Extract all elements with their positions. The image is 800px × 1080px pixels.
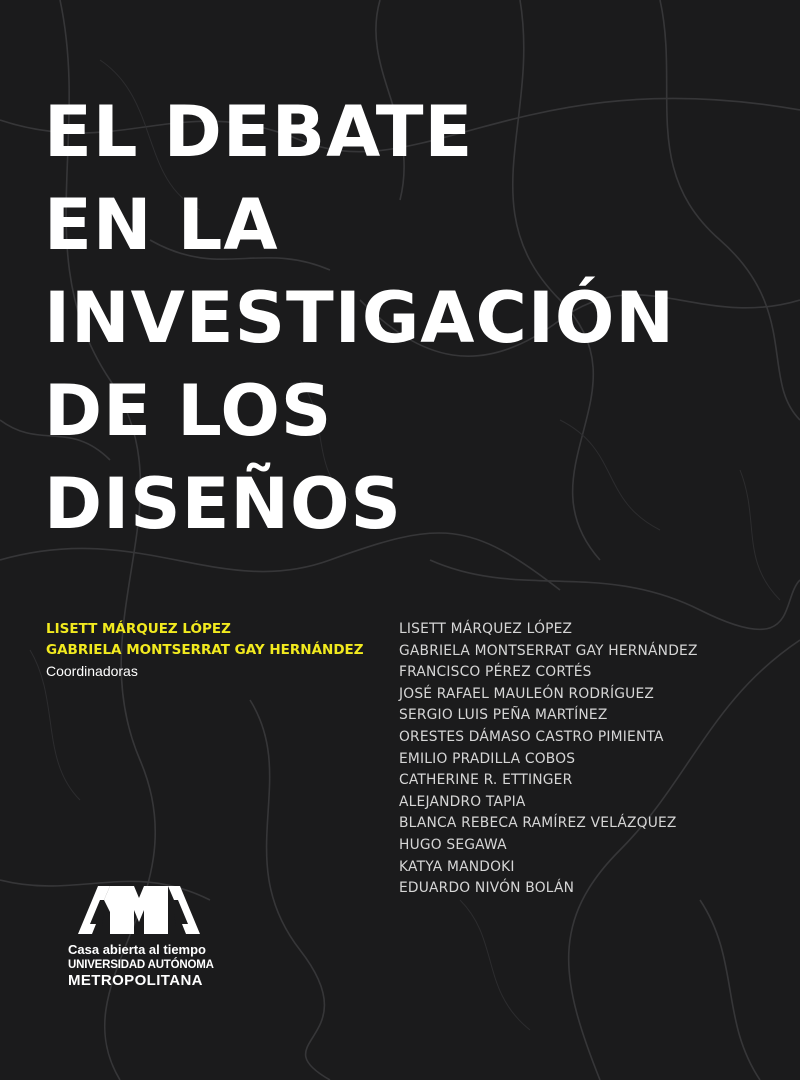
coordinator-name: GABRIELA MONTSERRAT GAY HERNÁNDEZ [46,642,364,658]
title-line: EL DEBATE [44,91,474,173]
title-line: DISEÑOS [44,463,402,545]
coordinators-role: Coordinadoras [46,663,138,679]
publisher-name-line: METROPOLITANA [68,972,203,989]
author-name: ALEJANDRO TAPIA [399,793,526,810]
author-name: JOSÉ RAFAEL MAULEÓN RODRÍGUEZ [399,685,655,702]
book-title [44,86,675,551]
author-name: ORESTES DÁMASO CASTRO PIMIENTA [399,728,664,745]
coordinator-name: LISETT MÁRQUEZ LÓPEZ [46,621,231,637]
author-name: LISETT MÁRQUEZ LÓPEZ [399,621,573,637]
authors-list [399,619,698,900]
author-name: EMILIO PRADILLA COBOS [399,750,576,767]
author-name: CATHERINE R. ETTINGER [399,772,573,789]
author-name: KATYA MANDOKI [399,858,515,875]
author-name: BLANCA REBECA RAMÍREZ VELÁZQUEZ [399,815,677,832]
author-name: HUGO SEGAWA [399,836,507,853]
publisher-name-line: UNIVERSIDAD AUTÓNOMA [68,959,214,971]
uam-logo-icon [76,884,202,936]
title-line: DE LOS [44,370,333,452]
publisher-slogan: Casa abierta al tiempo [68,942,206,957]
author-name: GABRIELA MONTSERRAT GAY HERNÁNDEZ [399,642,698,659]
author-name: FRANCISCO PÉREZ CORTÉS [399,664,592,681]
author-name: SERGIO LUIS PEÑA MARTÍNEZ [399,707,608,724]
publisher-logo [68,884,214,990]
title-line: INVESTIGACIÓN [44,277,675,359]
coordinators-block [46,619,364,682]
author-name: EDUARDO NIVÓN BOLÁN [399,880,575,897]
title-line: EN LA [44,184,279,266]
